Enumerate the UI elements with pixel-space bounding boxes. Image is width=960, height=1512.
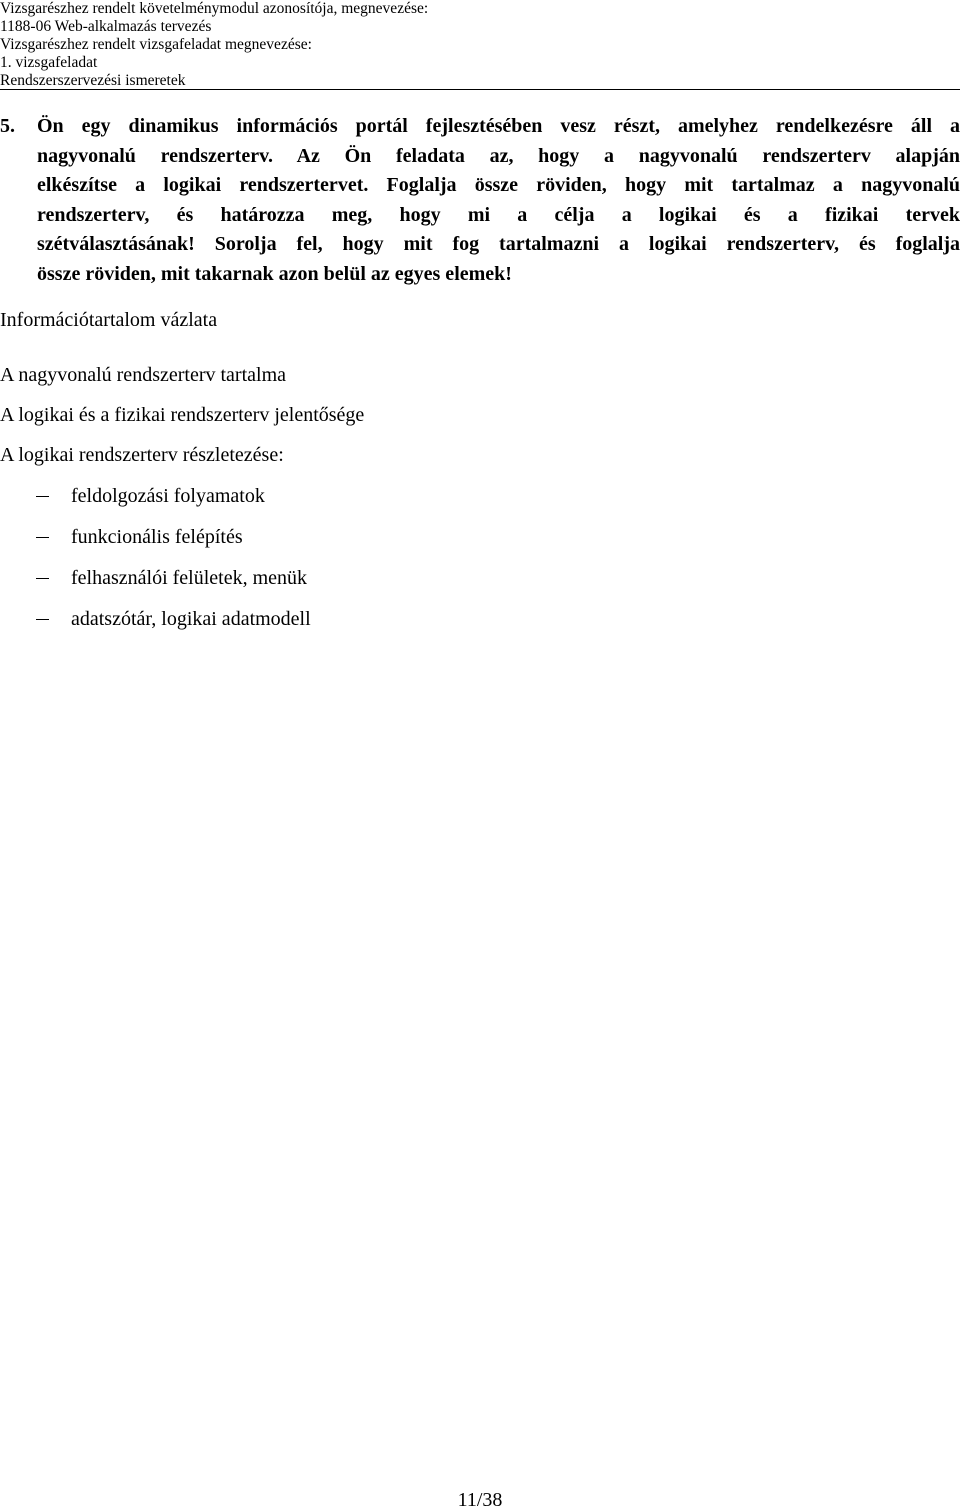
header-module-label: Vizsgarészhez rendelt követelménymodul azonosítója, megnevezése: bbox=[0, 0, 429, 17]
dash-bullet-icon bbox=[36, 619, 49, 620]
task-line: össze röviden, mit takarnak azon belül az egyes elemek! bbox=[37, 262, 512, 285]
task-number: 5. bbox=[0, 115, 15, 137]
page-number: 11/38 bbox=[457, 1489, 503, 1511]
header-topic: Rendszerszervezési ismeretek bbox=[0, 72, 186, 89]
task-line-text: Ön egy dinamikus információs portál fejlesztésében vesz részt, amelyhez rendelkezésre áll a bbox=[37, 115, 960, 137]
list-item bbox=[0, 484, 960, 525]
task-line bbox=[0, 112, 960, 142]
list-item bbox=[0, 525, 960, 566]
dash-bullet-icon bbox=[36, 578, 49, 579]
outline-bullet-list bbox=[0, 484, 960, 648]
header-task-name: 1. vizsgafeladat bbox=[0, 54, 98, 71]
dash-bullet-icon bbox=[36, 537, 49, 538]
list-item bbox=[0, 566, 960, 607]
outline-title: Információtartalom vázlata bbox=[0, 309, 218, 331]
list-item-label: adatszótár, logikai adatmodell bbox=[71, 608, 311, 630]
list-item-label: feldolgozási folyamatok bbox=[71, 485, 265, 507]
list-item bbox=[0, 607, 960, 648]
outline-item: A nagyvonalú rendszerterv tartalma bbox=[0, 364, 286, 386]
list-item-label: felhasználói felületek, menük bbox=[71, 567, 308, 589]
dash-bullet-icon bbox=[36, 496, 49, 497]
outline-item: A logikai és a fizikai rendszerterv jelentősége bbox=[0, 404, 365, 426]
outline-item: A logikai rendszerterv részletezése: bbox=[0, 444, 284, 466]
header-task-label: Vizsgarészhez rendelt vizsgafeladat megnevezése: bbox=[0, 36, 312, 53]
task-line: szétválasztásának! Sorolja fel, hogy mit fog tartalmazni a logikai rendszerterv, és foglalja bbox=[37, 233, 960, 255]
header-divider bbox=[0, 89, 960, 90]
task-line: rendszerterv, és határozza meg, hogy mi a célja a logikai és a fizikai tervek bbox=[37, 203, 960, 226]
page-header bbox=[0, 0, 960, 90]
list-item-label: funkcionális felépítés bbox=[71, 526, 243, 548]
header-module-name: 1188-06 Web-alkalmazás tervezés bbox=[0, 18, 212, 35]
task-line: elkészítse a logikai rendszertervet. Foglalja össze röviden, hogy mit tartalmaz a nagyvonalú bbox=[37, 174, 960, 196]
task-statement bbox=[0, 112, 960, 289]
task-line: nagyvonalú rendszerterv. Az Ön feladata az, hogy a nagyvonalú rendszerterv alapján bbox=[37, 144, 960, 167]
